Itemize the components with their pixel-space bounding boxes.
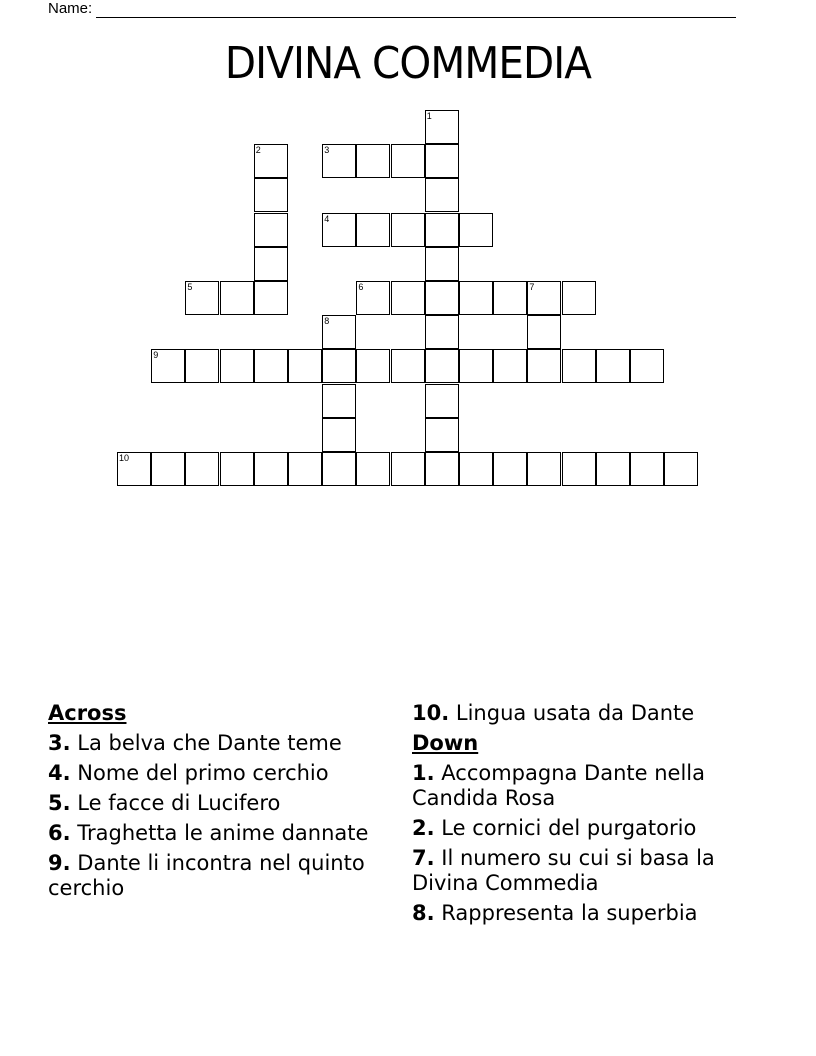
crossword-cell[interactable] xyxy=(322,349,356,383)
clues-left-column xyxy=(48,701,393,906)
crossword-cell[interactable] xyxy=(527,452,561,486)
crossword-cell[interactable] xyxy=(459,281,493,315)
crossword-cell[interactable] xyxy=(630,349,664,383)
crossword-cell[interactable] xyxy=(425,418,459,452)
crossword-cell[interactable] xyxy=(356,213,390,247)
clue-text: Lingua usata da Dante xyxy=(455,701,695,725)
crossword-cell[interactable] xyxy=(356,349,390,383)
crossword-cell[interactable] xyxy=(322,452,356,486)
crossword-cell[interactable] xyxy=(527,315,561,349)
clue-down-2 xyxy=(412,816,757,841)
crossword-cell[interactable] xyxy=(322,315,356,349)
clue-across-3 xyxy=(48,731,393,756)
crossword-cell[interactable] xyxy=(254,144,288,178)
crossword-cell[interactable] xyxy=(664,452,698,486)
crossword-cell[interactable] xyxy=(220,452,254,486)
clue-number-label: 4 xyxy=(324,213,330,224)
crossword-cell[interactable] xyxy=(391,452,425,486)
clues-right-column xyxy=(412,701,757,931)
clue-text: Il numero su cui si basa la Divina Commedia xyxy=(412,846,715,895)
crossword-cell[interactable] xyxy=(322,144,356,178)
crossword-cell[interactable] xyxy=(185,349,219,383)
clue-number-label: 7 xyxy=(529,282,535,292)
page-title: DIVINA COMMEDIA xyxy=(224,38,592,89)
crossword-cell[interactable] xyxy=(254,213,288,247)
crossword-cell[interactable] xyxy=(254,349,288,383)
crossword-cell[interactable] xyxy=(562,452,596,486)
crossword-cell[interactable] xyxy=(391,281,425,315)
crossword-cell[interactable] xyxy=(220,349,254,383)
clue-number: 9. xyxy=(48,851,71,875)
crossword-cell[interactable] xyxy=(151,452,185,486)
crossword-cell[interactable] xyxy=(425,281,459,315)
crossword-cell[interactable] xyxy=(562,281,596,315)
clue-across-4 xyxy=(48,761,393,786)
clue-number-label: 1 xyxy=(426,111,432,121)
crossword-cell[interactable] xyxy=(322,384,356,418)
clue-down-8 xyxy=(412,901,757,926)
crossword-cell[interactable] xyxy=(596,349,630,383)
crossword-cell[interactable] xyxy=(185,452,219,486)
crossword-cell[interactable] xyxy=(459,349,493,383)
name-label: Name: xyxy=(48,0,93,17)
clue-number-label: 2 xyxy=(255,145,261,156)
clue-text: Le facce di Lucifero xyxy=(77,791,281,815)
crossword-cell[interactable] xyxy=(425,178,459,212)
crossword-grid xyxy=(0,0,816,500)
clue-number-label: 9 xyxy=(153,350,159,361)
clue-text: Nome del primo cerchio xyxy=(77,761,329,785)
clue-across-5 xyxy=(48,791,393,816)
clue-down-1 xyxy=(412,761,757,811)
crossword-cell[interactable] xyxy=(425,213,459,247)
clue-across-6 xyxy=(48,821,393,846)
crossword-cell[interactable] xyxy=(425,247,459,281)
crossword-cell[interactable] xyxy=(459,452,493,486)
crossword-cell[interactable] xyxy=(220,281,254,315)
clue-text: Le cornici del purgatorio xyxy=(441,816,697,840)
clue-text: Rappresenta la superbia xyxy=(441,901,698,925)
crossword-cell[interactable] xyxy=(391,213,425,247)
crossword-cell[interactable] xyxy=(254,281,288,315)
clue-number: 2. xyxy=(412,816,435,840)
clue-number-label: 3 xyxy=(324,145,330,156)
crossword-cell[interactable] xyxy=(254,247,288,281)
crossword-cell[interactable] xyxy=(493,349,527,383)
clue-number-label: 5 xyxy=(187,282,193,292)
crossword-cell[interactable] xyxy=(459,213,493,247)
crossword-cell[interactable] xyxy=(254,452,288,486)
clue-number: 4. xyxy=(48,761,71,785)
crossword-cell[interactable] xyxy=(596,452,630,486)
crossword-cell[interactable] xyxy=(185,281,219,315)
crossword-cell[interactable] xyxy=(288,349,322,383)
crossword-cell[interactable] xyxy=(493,452,527,486)
clue-across-9 xyxy=(48,851,393,901)
clue-text: La belva che Dante teme xyxy=(77,731,342,755)
crossword-cell[interactable] xyxy=(425,110,459,144)
crossword-cell[interactable] xyxy=(425,452,459,486)
crossword-cell[interactable] xyxy=(425,144,459,178)
clue-text: Dante li incontra nel quinto cerchio xyxy=(48,851,365,900)
clue-across-10 xyxy=(412,701,757,726)
clue-number: 5. xyxy=(48,791,71,815)
across-heading: Across xyxy=(48,701,127,725)
clue-number-label: 8 xyxy=(324,316,330,327)
clue-number-label: 10 xyxy=(119,453,130,463)
crossword-cell[interactable] xyxy=(356,144,390,178)
crossword-cell[interactable] xyxy=(391,349,425,383)
crossword-cell[interactable] xyxy=(493,281,527,315)
crossword-cell[interactable] xyxy=(391,144,425,178)
crossword-cell[interactable] xyxy=(527,281,561,315)
clue-text: Traghetta le anime dannate xyxy=(77,821,369,845)
crossword-cell[interactable] xyxy=(630,452,664,486)
crossword-cell[interactable] xyxy=(425,384,459,418)
clue-number: 3. xyxy=(48,731,71,755)
clue-text: Accompagna Dante nella Candida Rosa xyxy=(412,761,706,810)
crossword-cell[interactable] xyxy=(288,452,322,486)
crossword-cell[interactable] xyxy=(425,349,459,383)
crossword-cell[interactable] xyxy=(425,315,459,349)
clue-number: 7. xyxy=(412,846,435,870)
crossword-cell[interactable] xyxy=(254,178,288,212)
down-heading: Down xyxy=(412,731,479,755)
crossword-cell[interactable] xyxy=(322,418,356,452)
crossword-cell[interactable] xyxy=(562,349,596,383)
crossword-cell[interactable] xyxy=(356,452,390,486)
clue-down-7 xyxy=(412,846,757,896)
clue-number: 10. xyxy=(412,701,450,725)
crossword-cell[interactable] xyxy=(527,349,561,383)
crossword-cell[interactable] xyxy=(356,281,390,315)
crossword-cell[interactable] xyxy=(151,349,185,383)
crossword-cell[interactable] xyxy=(117,452,151,486)
clue-number: 1. xyxy=(412,761,435,785)
crossword-cell[interactable] xyxy=(322,213,356,247)
clue-number-label: 6 xyxy=(358,282,364,292)
clue-number: 6. xyxy=(48,821,71,845)
clue-number: 8. xyxy=(412,901,435,925)
